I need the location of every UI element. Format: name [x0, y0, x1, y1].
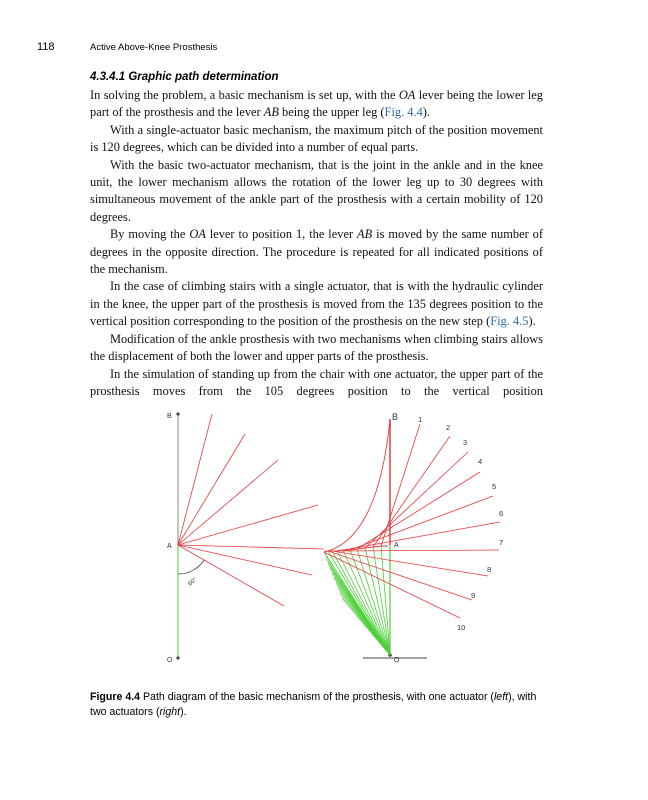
caption-text: Path diagram of the basic mechanism of the prosthesis, with one actuator (	[140, 691, 494, 703]
left-ray-4	[178, 505, 318, 545]
paragraph-5	[90, 278, 543, 330]
label-a-right: A	[394, 542, 399, 549]
variable-ab: AB	[357, 227, 373, 242]
red-lever-4	[357, 472, 480, 549]
red-lever-6	[343, 522, 500, 550]
paragraph-1	[90, 87, 543, 122]
variable-oa: OA	[189, 227, 206, 242]
position-label-6: 6	[499, 509, 504, 518]
text-run: is moved by the same number of degrees in the opposite direction. The procedure is repeated for all indicated positions of the mechanism.	[90, 227, 543, 277]
caption-left: left	[493, 691, 509, 703]
variable-ab: AB	[263, 105, 279, 120]
section-heading: 4.3.4.1 Graphic path determination	[90, 71, 279, 83]
caption-text: ), with two actuators (	[90, 691, 537, 718]
text-run: ).	[422, 105, 430, 120]
angle-label: 60°	[187, 577, 199, 588]
red-lever-7	[337, 550, 499, 551]
text-run: By moving the	[110, 227, 190, 242]
figure-link-4-4[interactable]: Fig. 4.4	[384, 105, 423, 120]
paragraph-6: Modification of the ankle prosthesis with two mechanisms when climbing stairs allows the displacement of both the lower and upper parts of the prosthesis.	[90, 331, 543, 364]
position-label-2: 2	[446, 423, 451, 432]
red-lever-10	[324, 552, 460, 618]
text-run: being the upper leg (	[278, 105, 385, 120]
position-label-9: 9	[471, 591, 476, 600]
body-text	[90, 87, 543, 400]
position-label-7: 7	[499, 538, 504, 547]
left-ray-7	[178, 545, 284, 606]
position-label-10: 10	[457, 623, 466, 632]
left-ray-6	[178, 545, 312, 575]
text-run: In solving the problem, a basic mechanism is set up, with the	[90, 88, 399, 102]
variable-oa: OA	[398, 88, 416, 102]
text-run: In the case of climbing stairs with a single actuator, that is with the hydraulic cylinder in the knee, the upper part of the prosthesis is moved from the 135 degrees position to the vertical position corresponding to the position of the prosthesis on the new step (	[90, 279, 543, 329]
caption-text: ).	[180, 705, 187, 718]
red-lever-3	[365, 452, 468, 548]
page-number: 118	[37, 41, 55, 53]
paragraph-4	[90, 226, 543, 278]
green-lever-b-10	[342, 598, 390, 655]
path-diagram-figure	[150, 400, 550, 675]
text-run: lever being the lower leg part of the prosthesis and the lever	[90, 88, 543, 120]
green-lever-8	[332, 551, 390, 655]
caption-right: right	[159, 705, 181, 718]
position-label-1: 1	[418, 415, 423, 424]
right-green-levers	[324, 546, 390, 655]
label-o: O	[167, 657, 173, 664]
green-lever-9	[328, 551, 390, 655]
joint-o	[176, 656, 179, 659]
label-a: A	[167, 543, 172, 550]
left-diagram	[167, 412, 324, 664]
position-label-3: 3	[463, 438, 468, 447]
paragraph-7: In the simulation of standing up from the chair with one actuator, the upper part of the prosthesis moves from the 105 degrees position to the vertical position	[90, 366, 543, 398]
green-lever-4	[357, 549, 390, 655]
label-b: B	[167, 413, 172, 420]
figure-link-4-5[interactable]: Fig. 4.5	[490, 314, 529, 329]
text-run: lever to position 1, the lever	[205, 227, 358, 242]
upper-envelope-curve	[324, 419, 390, 552]
position-label-4: 4	[478, 457, 483, 466]
left-ray-3	[178, 460, 278, 545]
position-label-8: 8	[487, 565, 492, 574]
angle-arc	[178, 560, 204, 574]
paragraph-3: With the basic two-actuator mechanism, that is the joint in the ankle and in the knee unit, the lower mechanism allows the rotation of the lower leg up to 30 degrees with simultaneous movement of the ankle part of the prosthesis with a certain mobility of 120 degrees.	[90, 157, 543, 224]
running-title: Active Above-Knee Prosthesis	[90, 42, 218, 53]
joint-b	[176, 412, 179, 415]
red-lever-2	[373, 436, 450, 547]
text-run: ).	[528, 314, 536, 329]
right-diagram	[324, 412, 503, 664]
figure-caption	[90, 690, 546, 719]
paragraph-2: With a single-actuator basic mechanism, the maximum pitch of the position movement is 120 degrees, which can be divided into a number of equal parts.	[90, 122, 543, 155]
label-o-right: O	[394, 657, 400, 664]
left-ray-1	[178, 414, 212, 545]
label-b-right: B	[392, 412, 399, 422]
position-label-5: 5	[492, 482, 497, 491]
caption-label: Figure 4.4	[90, 691, 141, 703]
left-red-rays	[178, 414, 324, 606]
left-ray-5	[178, 545, 324, 549]
